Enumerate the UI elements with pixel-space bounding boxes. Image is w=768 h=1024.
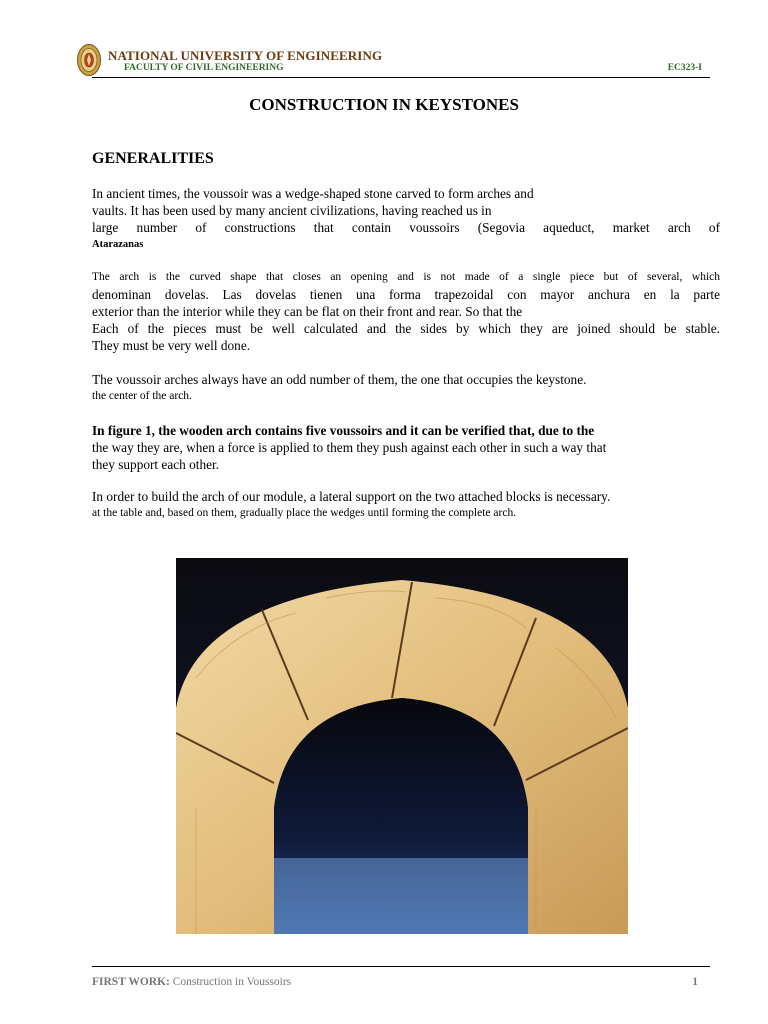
footer-divider	[92, 966, 710, 967]
page-number: 1	[692, 976, 698, 988]
university-name: NATIONAL UNIVERSITY OF ENGINEERING	[108, 48, 383, 63]
paragraph-4	[92, 422, 720, 473]
paragraph-line: Each of the pieces must be well calculated and the sides by which they are joined should be stable.	[92, 321, 720, 336]
paragraph-line: The voussoir arches always have an odd number of them, the one that occupies the keystone.	[92, 372, 587, 387]
paragraph-line: They must be very well done.	[92, 338, 251, 353]
paragraph-line: the way they are, when a force is applied to them they push against each other in such a way that	[92, 440, 607, 455]
footer-label	[92, 976, 291, 988]
course-code: EC323-I	[667, 63, 702, 73]
paragraph-line: the center of the arch.	[92, 390, 192, 402]
paragraph-line: large number of constructions that contain voussoirs (Segovia aqueduct, market arch of	[92, 220, 720, 235]
footer-subject: Construction in Voussoirs	[169, 976, 292, 988]
wooden-arch-illustration	[176, 558, 628, 934]
paragraph-line: they support each other.	[92, 457, 220, 472]
paragraph-line: Atarazanas	[92, 239, 144, 250]
document-title: CONSTRUCTION IN KEYSTONES	[249, 95, 519, 114]
paragraph-line: In order to build the arch of our module, a lateral support on the two attached blocks is necessary.	[92, 489, 611, 504]
paragraph-line: In figure 1, the wooden arch contains five voussoirs and it can be verified that, due to the	[92, 423, 595, 438]
university-seal-icon	[77, 44, 101, 76]
section-heading: GENERALITIES	[92, 150, 214, 167]
footer-work-label: FIRST WORK:	[92, 976, 170, 988]
paragraph-3	[92, 371, 720, 405]
paragraph-5	[92, 488, 720, 522]
wooden-arch-photo	[176, 558, 628, 934]
faculty-name: FACULTY OF CIVIL ENGINEERING	[124, 63, 284, 73]
paragraph-line: denominan dovelas. Las dovelas tienen una forma trapezoidal con mayor anchura en la parte	[92, 287, 720, 302]
paragraph-line: exterior than the interior while they can be flat on their front and rear. So that the	[92, 304, 523, 319]
paragraph-2	[92, 269, 720, 354]
paragraph-line: The arch is the curved shape that closes an opening and is not made of a single piece but of several, which	[92, 271, 720, 283]
paragraph-line: In ancient times, the voussoir was a wedge-shaped stone carved to form arches and	[92, 186, 534, 201]
paragraph-line: at the table and, based on them, gradually place the wedges until forming the complete arch.	[92, 507, 517, 519]
header-divider	[92, 77, 710, 78]
paragraph-line: vaults. It has been used by many ancient civilizations, having reached us in	[92, 203, 492, 218]
paragraph-1	[92, 185, 720, 253]
